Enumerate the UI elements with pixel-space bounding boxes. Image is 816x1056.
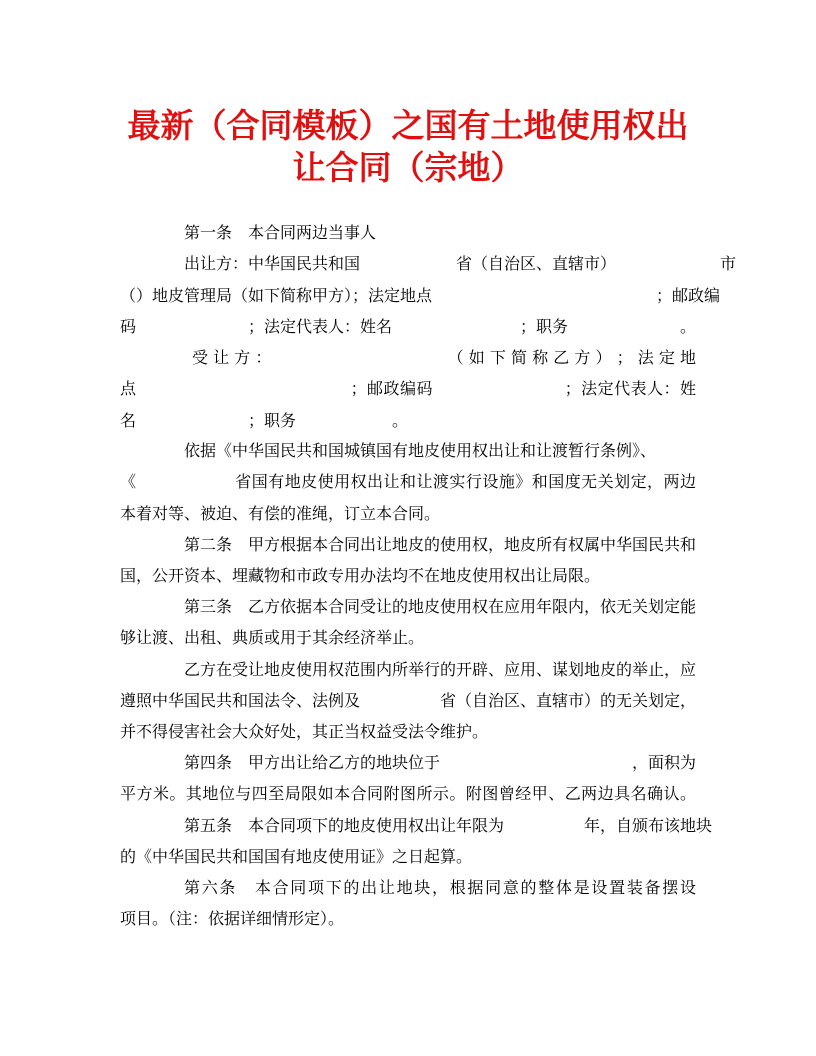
article-3-para-2-line-2: 遵照中华国民共和国法令、法例及 省（自治区、直辖市）的无关划定， [120, 691, 697, 710]
basis-line-3: 本着对等、被迫、有偿的准绳，订立本合同。 [120, 504, 441, 523]
article-4-line-2: 平方米。其地位与四至局限如本合同附图所示。附图曾经甲、乙两边具名确认。 [120, 784, 696, 803]
article-3-line-1: 第三条 乙方依据本合同受让的地皮使用权在应用年限内，依无关划定能 [184, 597, 697, 616]
article-6-line-2: 项目。（注：依据详细情形定）。 [120, 909, 345, 928]
article-2-line-1: 第二条 甲方根据本合同出让地皮的使用权，地皮所有权属中华国民共和 [184, 535, 697, 554]
article-5-line-2: 的《中华国民共和国国有地皮使用证》之日起算。 [120, 847, 473, 866]
article-1-heading: 第一条 本合同两边当事人 [184, 223, 377, 242]
article-3-para-2-line-3: 并不得侵害社会大众好处，其正当权益受法令维护。 [120, 722, 489, 741]
article-5-line-1: 第五条 本合同项下的地皮使用权出让年限为 年，自颁布该地块 [184, 816, 713, 835]
basis-line-2: 《 省国有地皮使用权出让和让渡实行设施》和国度无关划定，两边 [120, 472, 696, 491]
transferor-address-line: （）地皮管理局（如下简称甲方）；法定地点 ；邮政编 [120, 286, 721, 305]
document-title-line-2: 让合同（宗地） [292, 148, 524, 187]
transferee-address-line: 点 ；邮政编码 ；法定代表人：姓 [120, 379, 696, 398]
article-6-line-1: 第六条 本合同项下的出让地块，根据同意的整体是设置装备摆设 [184, 878, 696, 897]
article-3-line-2: 够让渡、出租、典质或用于其余经济举止。 [120, 628, 425, 647]
transferor-representative-line: 码 ；法定代表人：姓名 ；职务 。 [120, 317, 697, 336]
article-3-para-2-line-1: 乙方在受让地皮使用权范围内所举行的开辟、应用、谋划地皮的举止，应 [184, 660, 697, 679]
transferee-representative-line: 名 ；职务 。 [120, 411, 409, 430]
transferor-line: 出让方：中华国民共和国 省（自治区、直辖市） 市 [184, 254, 737, 273]
transferee-line: 受 让 方 ： （ 如 下 简 称 乙 方 ） ； 法 定 地 [192, 348, 696, 367]
document-title-line-1: 最新（合同模板）之国有土地使用权出 [127, 106, 689, 145]
basis-line-1: 依据《中华国民共和国城镇国有地皮使用权出让和让渡暂行条例》、 [184, 441, 657, 460]
article-4-line-1: 第四条 甲方出让给乙方的地块位于 ，面积为 [184, 753, 697, 772]
article-2-line-2: 国，公开资本、埋藏物和市政专用办法均不在地皮使用权出让局限。 [120, 566, 601, 585]
